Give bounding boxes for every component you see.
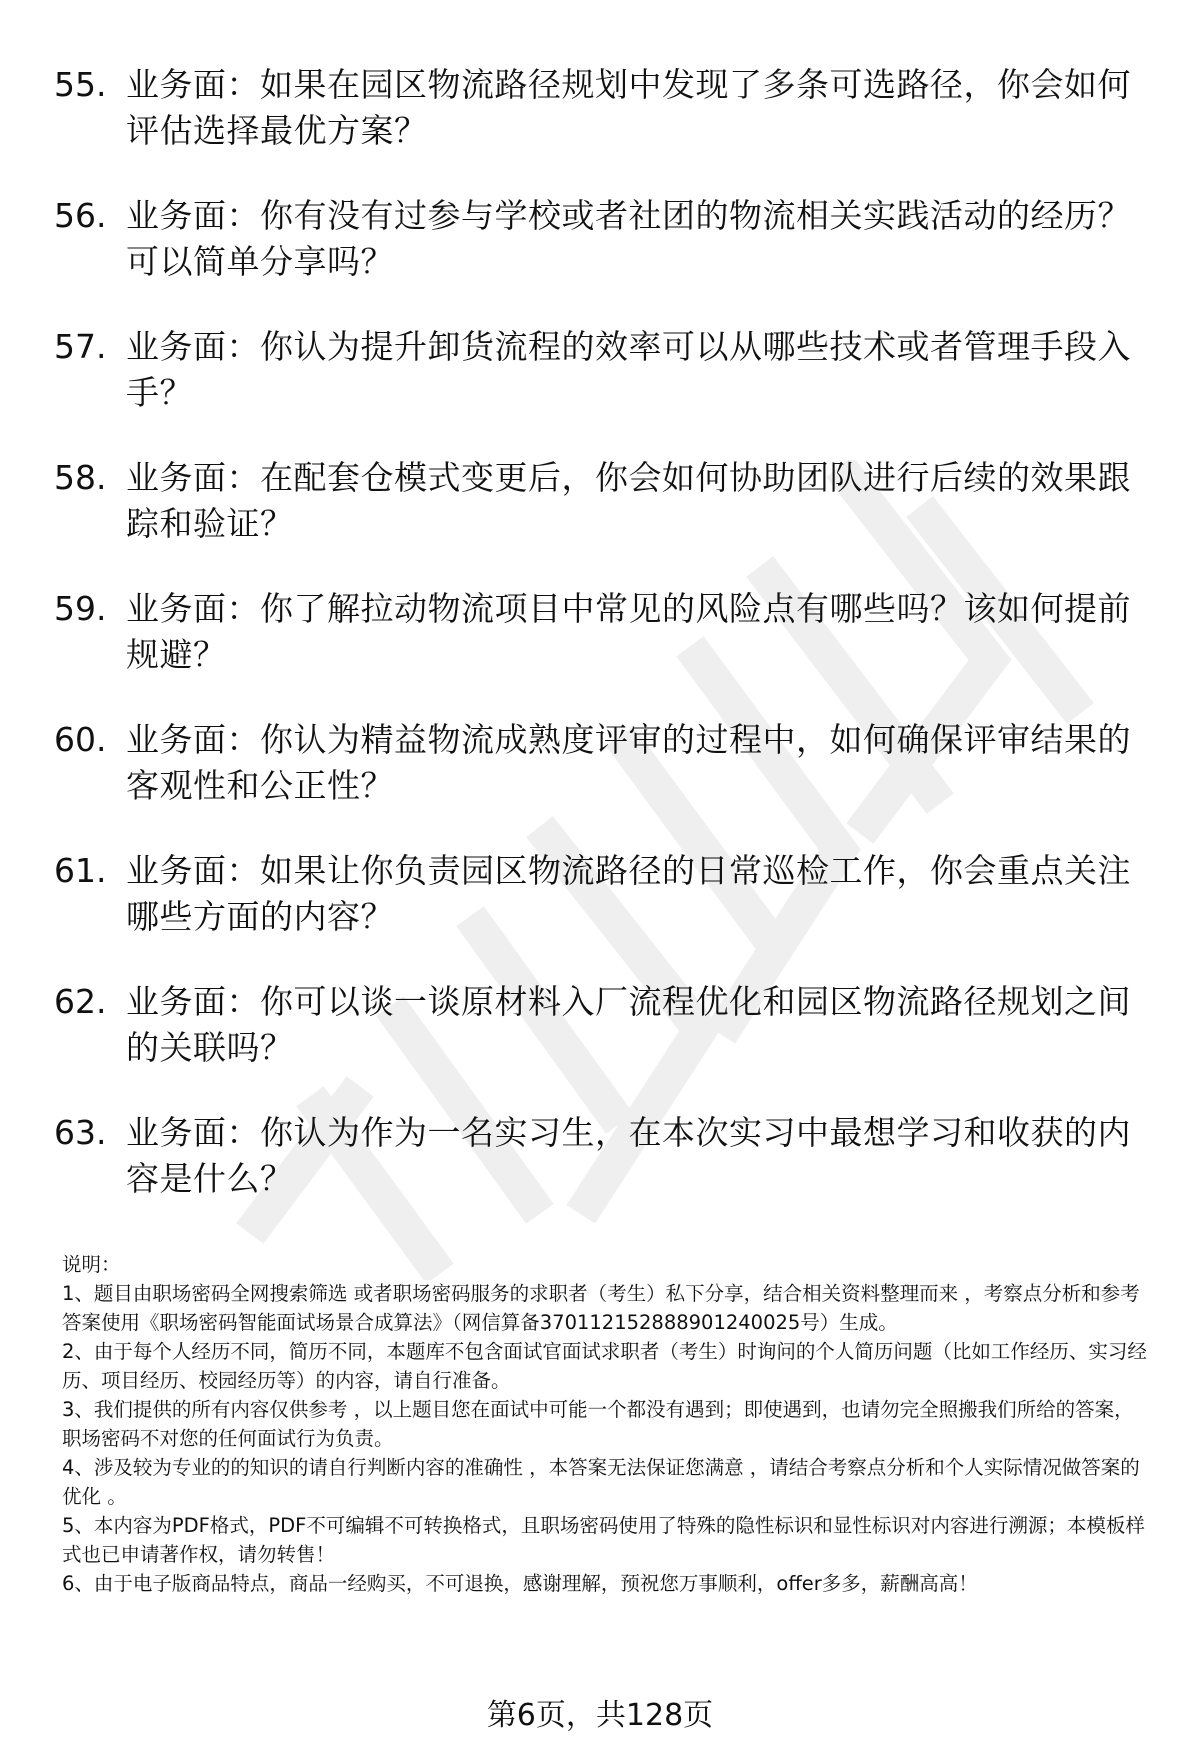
note-item: 4、涉及较为专业的的知识的请自行判断内容的准确性 ，本答案无法保证您满意 ，请结合考察点分析和个人实际情况做答案的优化 。 — [62, 1456, 1140, 1508]
question-text: 业务面：你有没有过参与学校或者社团的物流相关实践活动的经历？可以简单分享吗？ — [126, 196, 1131, 281]
note-item: 6、由于电子版商品特点，商品一经购买，不可退换，感谢理解，预祝您万事顺利，offer多多，薪酬高高！ — [62, 1572, 978, 1595]
question-item — [54, 586, 1154, 717]
question-number: 57. — [54, 327, 107, 366]
page-indicator: 第6页，共128页 — [486, 1698, 714, 1733]
question-number: 55. — [54, 65, 107, 104]
question-text: 业务面：在配套仓模式变更后，你会如何协助团队进行后续的效果跟踪和验证？ — [126, 458, 1131, 543]
question-number: 58. — [54, 458, 107, 497]
question-item — [54, 848, 1154, 979]
question-item — [54, 62, 1154, 193]
question-number: 61. — [54, 851, 107, 890]
question-item — [54, 717, 1154, 848]
question-text: 业务面：你认为提升卸货流程的效率可以从哪些技术或者管理手段入手？ — [126, 327, 1131, 412]
question-text: 业务面：你了解拉动物流项目中常见的风险点有哪些吗？该如何提前规避？ — [126, 589, 1131, 674]
notes-title: 说明： — [62, 1253, 121, 1276]
question-item — [54, 324, 1154, 455]
question-item — [54, 455, 1154, 586]
note-item: 3、我们提供的所有内容仅供参考 ，以上题目您在面试中可能一个都没有遇到；即使遇到，也请勿完全照搬我们所给的答案，职场密码不对您的任何面试行为负责。 — [62, 1398, 1134, 1450]
question-text: 业务面：你可以谈一谈原材料入厂流程优化和园区物流路径规划之间的关联吗？ — [126, 982, 1131, 1067]
question-item — [54, 193, 1154, 324]
note-item: 5、本内容为PDF格式，PDF不可编辑不可转换格式，且职场密码使用了特殊的隐性标识和显性标识对内容进行溯源；本模板样式也已申请著作权，请勿转售！ — [62, 1514, 1145, 1566]
question-number: 60. — [54, 720, 107, 759]
question-text: 业务面：如果让你负责园区物流路径的日常巡检工作，你会重点关注哪些方面的内容？ — [126, 851, 1131, 936]
question-item — [54, 1110, 1154, 1241]
note-item: 2、由于每个人经历不同，简历不同，本题库不包含面试官面试求职者（考生）时询问的个人简历问题（比如工作经历、实习经历、项目经历、校园经历等）的内容，请自行准备。 — [62, 1340, 1147, 1392]
question-text: 业务面：你认为作为一名实习生，在本次实习中最想学习和收获的内容是什么？ — [126, 1113, 1131, 1198]
question-number: 59. — [54, 589, 107, 628]
note-item: 1、题目由职场密码全网搜索筛选 或者职场密码服务的求职者（考生）私下分享，结合相关资料整理而来 ，考察点分析和参考答案使用《职场密码智能面试场景合成算法》（网信算备370112152888901240025号）生成。 — [62, 1282, 1140, 1334]
question-number: 62. — [54, 982, 107, 1021]
question-number: 56. — [54, 196, 107, 235]
question-text: 业务面：如果在园区物流路径规划中发现了多条可选路径，你会如何评估选择最优方案？ — [126, 65, 1131, 150]
question-number: 63. — [54, 1113, 107, 1152]
question-list — [54, 62, 1154, 1241]
question-item — [54, 979, 1154, 1110]
question-text: 业务面：你认为精益物流成熟度评审的过程中，如何确保评审结果的客观性和公正性？ — [126, 720, 1131, 805]
notes-section — [62, 1250, 1152, 1598]
